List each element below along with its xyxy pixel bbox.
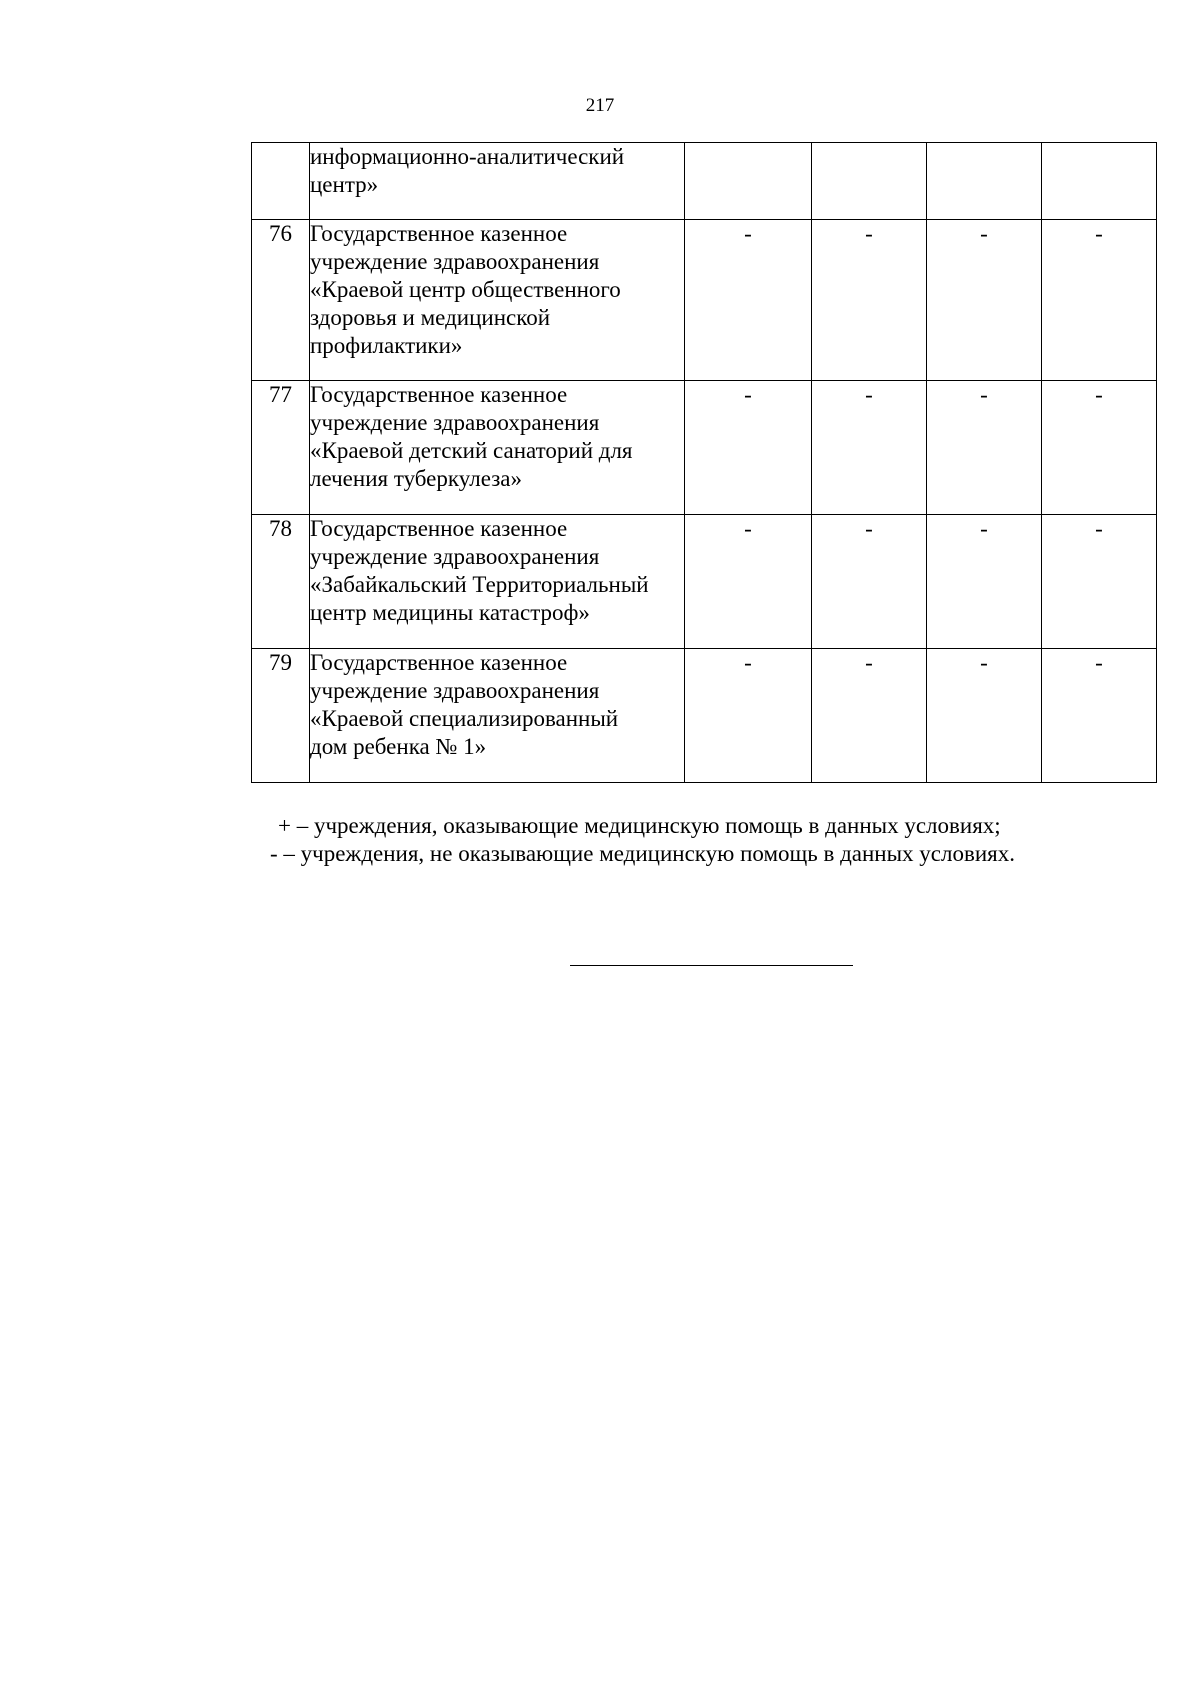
row-number: 79 xyxy=(252,649,310,783)
mark-cell: - xyxy=(812,381,927,515)
mark-cell: - xyxy=(927,515,1042,649)
mark-cell: - xyxy=(685,649,812,783)
institution-name xyxy=(310,381,685,515)
row-number: 78 xyxy=(252,515,310,649)
name-line: дом ребенка № 1» xyxy=(310,734,487,759)
table-row xyxy=(252,381,1157,515)
institution-name xyxy=(310,143,685,220)
mark-cell: - xyxy=(1042,515,1157,649)
name-line: «Краевой центр общественного xyxy=(310,277,621,302)
name-line: учреждение здравоохранения xyxy=(310,544,600,569)
mark-cell: - xyxy=(812,649,927,783)
name-line: центр» xyxy=(310,172,379,197)
name-line: профилактики» xyxy=(310,333,463,358)
institution-name xyxy=(310,220,685,381)
mark-cell xyxy=(1042,143,1157,220)
mark-cell xyxy=(812,143,927,220)
mark-cell: - xyxy=(812,515,927,649)
row-number: 76 xyxy=(252,220,310,381)
mark-cell: - xyxy=(1042,220,1157,381)
institutions-table xyxy=(251,142,1157,783)
mark-cell xyxy=(927,143,1042,220)
footnote-plus: + – учреждения, оказывающие медицинскую помощь в данных условиях; xyxy=(278,813,1001,838)
mark-cell: - xyxy=(685,381,812,515)
table-row xyxy=(252,220,1157,381)
institution-name xyxy=(310,649,685,783)
mark-cell: - xyxy=(1042,381,1157,515)
mark-cell: - xyxy=(812,220,927,381)
mark-cell: - xyxy=(1042,649,1157,783)
name-line: информационно-аналитический xyxy=(310,144,625,169)
name-line: учреждение здравоохранения xyxy=(310,410,600,435)
name-line: здоровья и медицинской xyxy=(310,305,551,330)
mark-cell: - xyxy=(685,220,812,381)
name-line: Государственное казенное xyxy=(310,382,568,407)
mark-cell: - xyxy=(685,515,812,649)
page-number: 217 xyxy=(585,95,615,116)
mark-cell: - xyxy=(927,220,1042,381)
end-divider-line xyxy=(570,965,853,966)
institution-name xyxy=(310,515,685,649)
footnote-minus: - – учреждения, не оказывающие медицинскую помощь в данных условиях. xyxy=(270,841,1015,866)
mark-cell xyxy=(685,143,812,220)
name-line: «Краевой детский санаторий для xyxy=(310,438,633,463)
name-line: Государственное казенное xyxy=(310,221,568,246)
name-line: центр медицины катастроф» xyxy=(310,600,590,625)
table-row xyxy=(252,649,1157,783)
row-number: 77 xyxy=(252,381,310,515)
name-line: «Забайкальский Территориальный xyxy=(310,572,649,597)
name-line: учреждение здравоохранения xyxy=(310,678,600,703)
mark-cell: - xyxy=(927,649,1042,783)
name-line: Государственное казенное xyxy=(310,650,568,675)
table-row xyxy=(252,515,1157,649)
legend-footnotes xyxy=(270,812,1150,868)
row-number xyxy=(252,143,310,220)
mark-cell: - xyxy=(927,381,1042,515)
name-line: «Краевой специализированный xyxy=(310,706,619,731)
name-line: лечения туберкулеза» xyxy=(310,466,522,491)
name-line: учреждение здравоохранения xyxy=(310,249,600,274)
name-line: Государственное казенное xyxy=(310,516,568,541)
table-row xyxy=(252,143,1157,220)
